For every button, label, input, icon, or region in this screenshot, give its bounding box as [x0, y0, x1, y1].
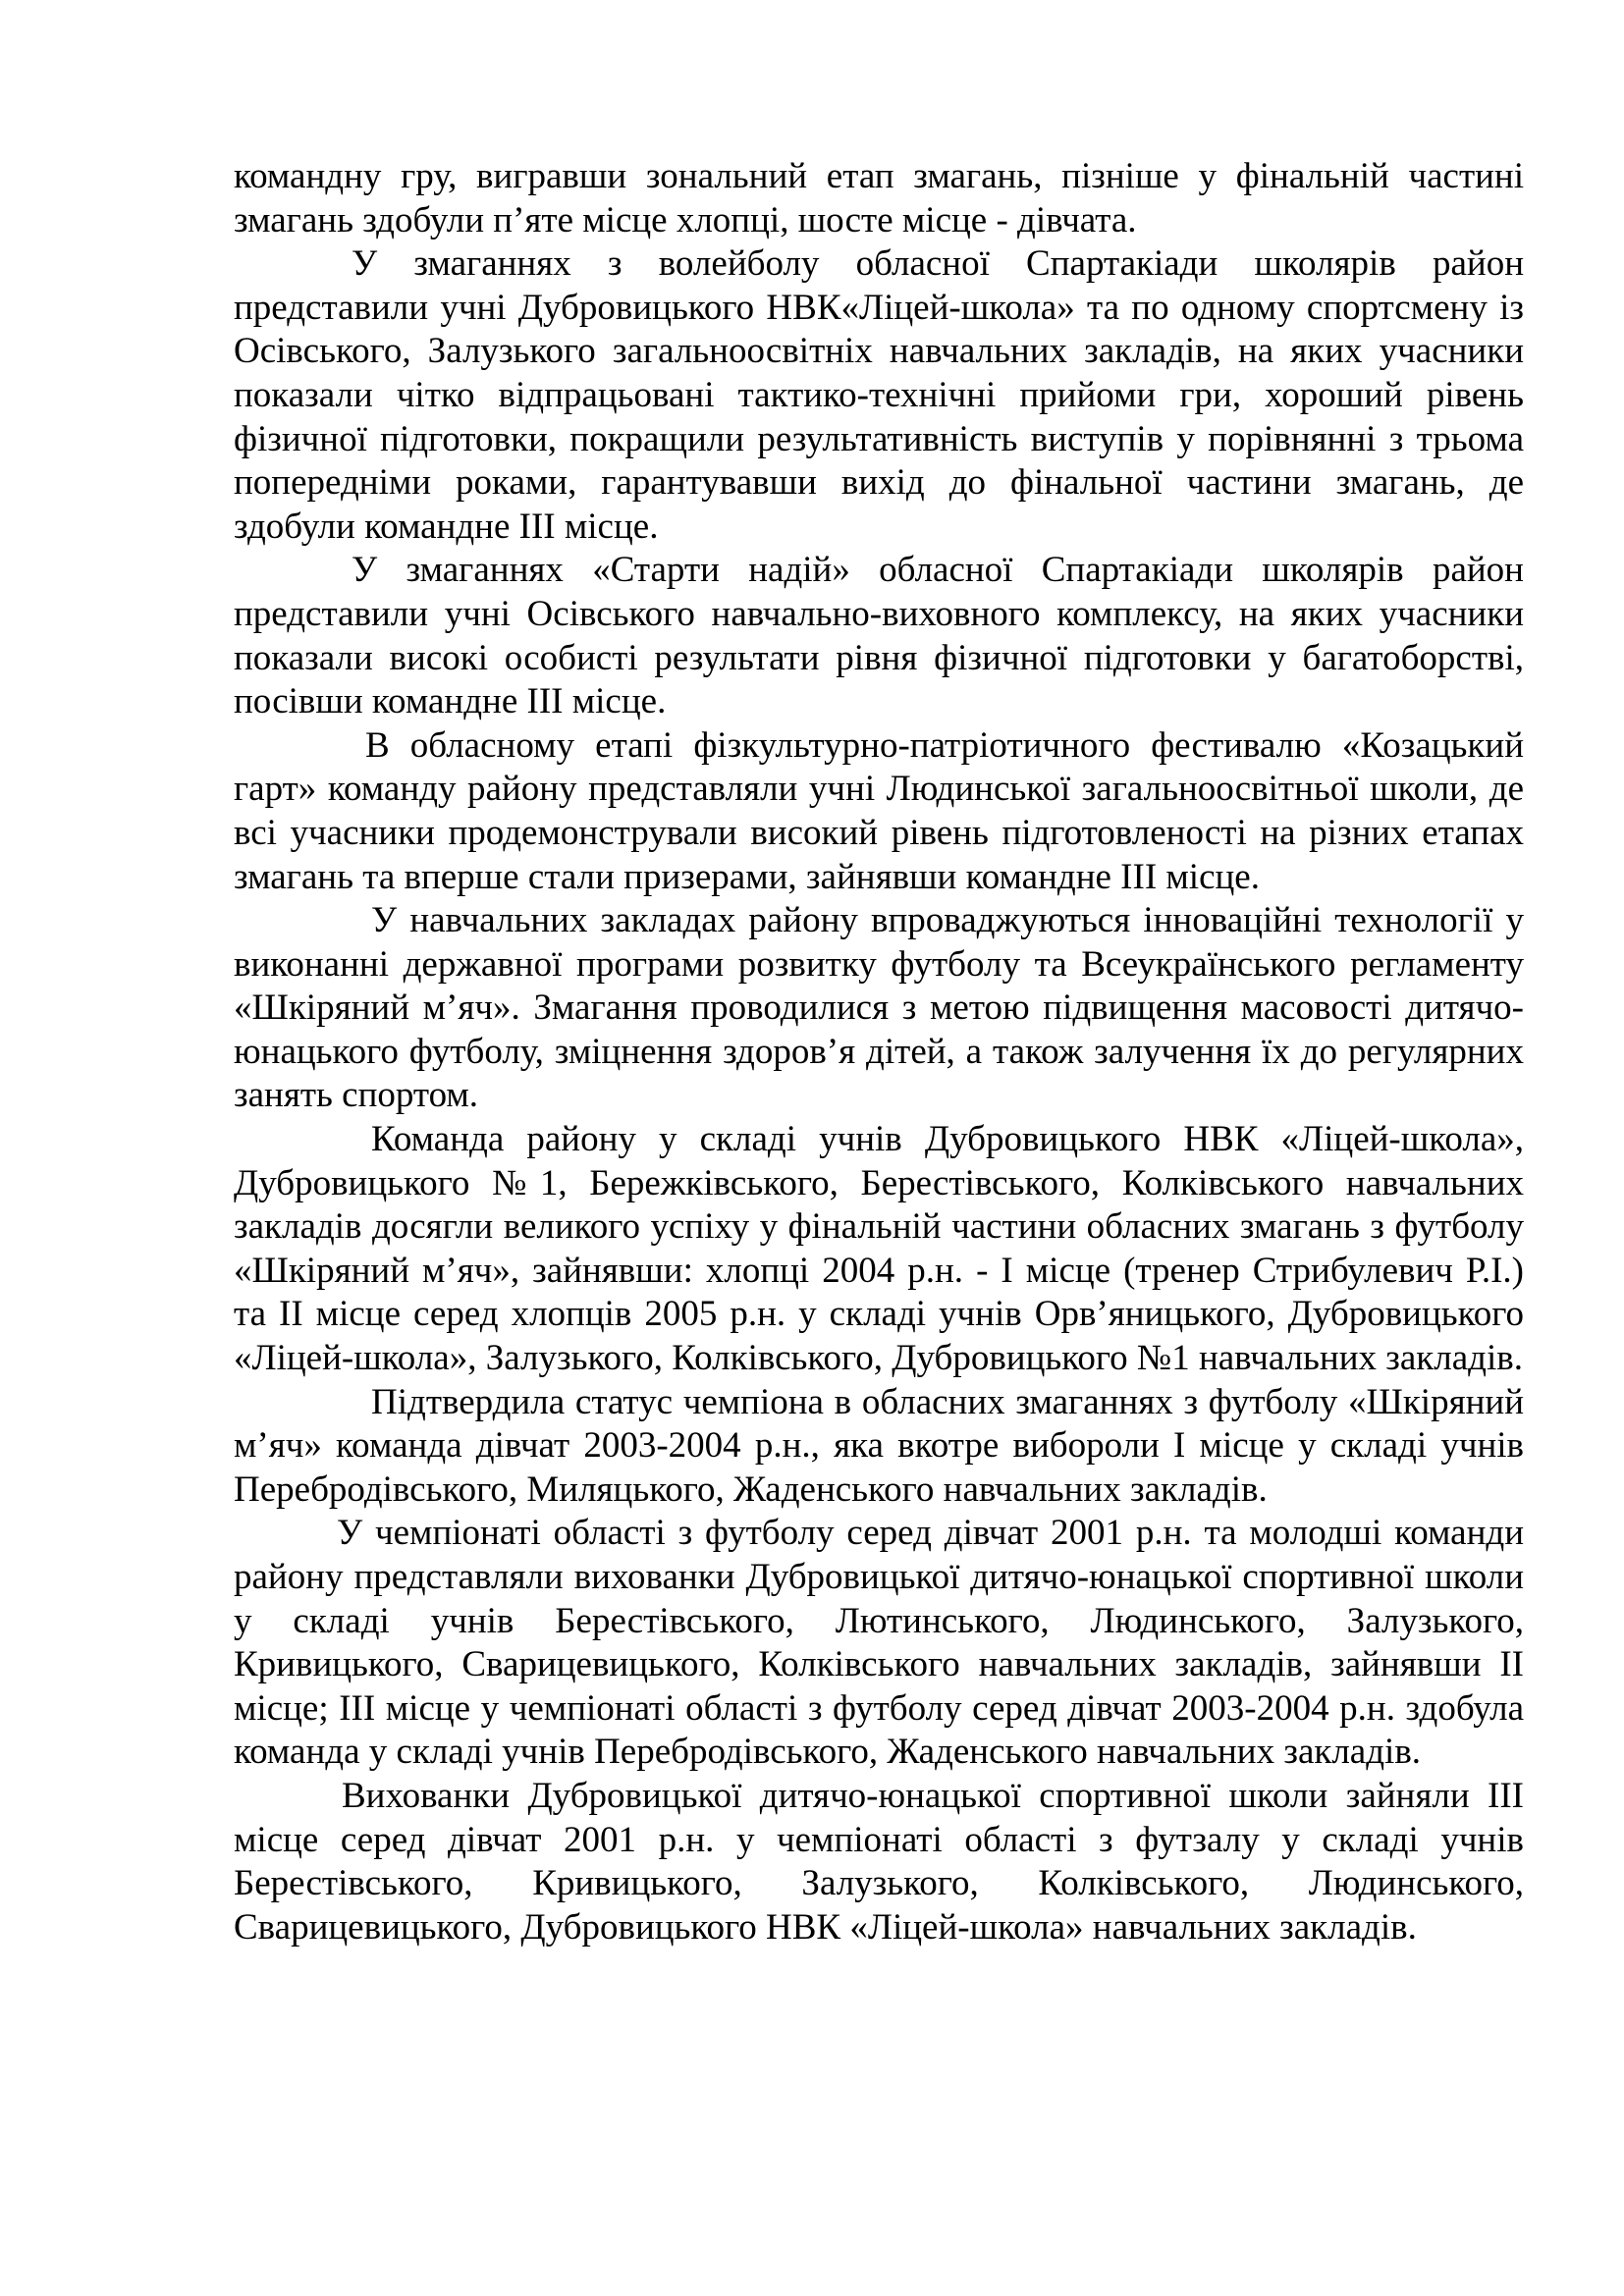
- paragraph-starty-nadii: У змаганнях «Старти надій» обласної Спартакіади школярів район представили учні Осівського навчально-виховного комплексу, на яких учасники показали високі особисті результати рівня фізичної підготовки у багатоборстві, посівши командне ІІІ місце.: [234, 550, 1524, 722]
- paragraph-volleyball: У змаганнях з волейболу обласної Спартакіади школярів район представили учні Дубровицького НВК«Ліцей-школа» та по одному спортсмену із Осівського, Залузького загальноосвітніх навчальних закладів, на яких учасники показали чітко відпрацьовані тактико-технічні прийоми гри, хороший рівень фізичної підготовки, покращили результативність виступів у порівнянні з трьома попередніми роками, гарантувавши вихід до фінальної частини змагань, де здобули командне ІІІ місце.: [234, 243, 1524, 547]
- paragraph-continuation: командну гру, вигравши зональний етап змагань, пізніше у фінальній частині змагань здобули п’яте місце хлопці, шосте місце - дівчата.: [234, 156, 1524, 240]
- document-page: [234, 155, 1524, 1949]
- paragraph-district-team: Команда району у складі учнів Дубровицького НВК «Ліцей-школа», Дубровицького №1, Бережківського, Берестівського, Колківського навчальних закладів досягли великого успіху у фінальній частини обласних змагань з футболу «Шкіряний м’яч», зайнявши: хлопці 2004 р.н. - І місце (тренер Стрибулевич Р.І.) та ІІ місце серед хлопців 2005 р.н. у складі учнів Орв’яницького, Дубровицького «Ліцей-школа», Залузького, Колківського, Дубровицького №1 навчальних закладів.: [234, 1119, 1524, 1379]
- paragraph-girls-champion: Підтвердила статус чемпіона в обласних змаганнях з футболу «Шкіряний м’яч» команда дівчат 2003-2004 р.н., яка вкотре вибороли І місце у складі учнів Перебродівського, Миляцького, Жаденського навчальних закладів.: [234, 1381, 1524, 1510]
- paragraph-regional-championship: У чемпіонаті області з футболу серед дівчат 2001 р.н. та молодші команди району представляли вихованки Дубровицької дитячо-юнацької спортивної школи у складі учнів Берестівського, Лютинського, Людинського, Залузького, Кривицького, Сварицевицького, Колківського навчальних закладів, зайнявши ІІ місце; ІІІ місце у чемпіонаті області з футболу серед дівчат 2003-2004 р.н. здобула команда у складі учнів Перебродівського, Жаденського навчальних закладів.: [234, 1513, 1524, 1773]
- paragraph-football-program: У навчальних закладах району впроваджуються інноваційні технології у виконанні державної програми розвитку футболу та Всеукраїнського регламенту «Шкіряний м’яч». Змагання проводилися з метою підвищення масовості дитячо-юнацького футболу, зміцнення здоров’я дітей, а також залучення їх до регулярних занять спортом.: [234, 900, 1524, 1116]
- paragraph-kozatskyi-hart: В обласному етапі фізкультурно-патріотичного фестивалю «Козацький гарт» команду району представляли учні Людинської загальноосвітньої школи, де всі учасники продемонстрували високий рівень підготовленості на різних етапах змагань та вперше стали призерами, зайнявши командне ІІІ місце.: [234, 724, 1524, 897]
- paragraph-futsal: Вихованки Дубровицької дитячо-юнацької спортивної школи зайняли ІІІ місце серед дівчат 2001 р.н. у чемпіонаті області з футзалу у складі учнів Берестівського, Кривицького, Залузького, Колківського, Людинського, Сварицевицького, Дубровицького НВК «Ліцей-школа» навчальних закладів.: [234, 1775, 1524, 1948]
